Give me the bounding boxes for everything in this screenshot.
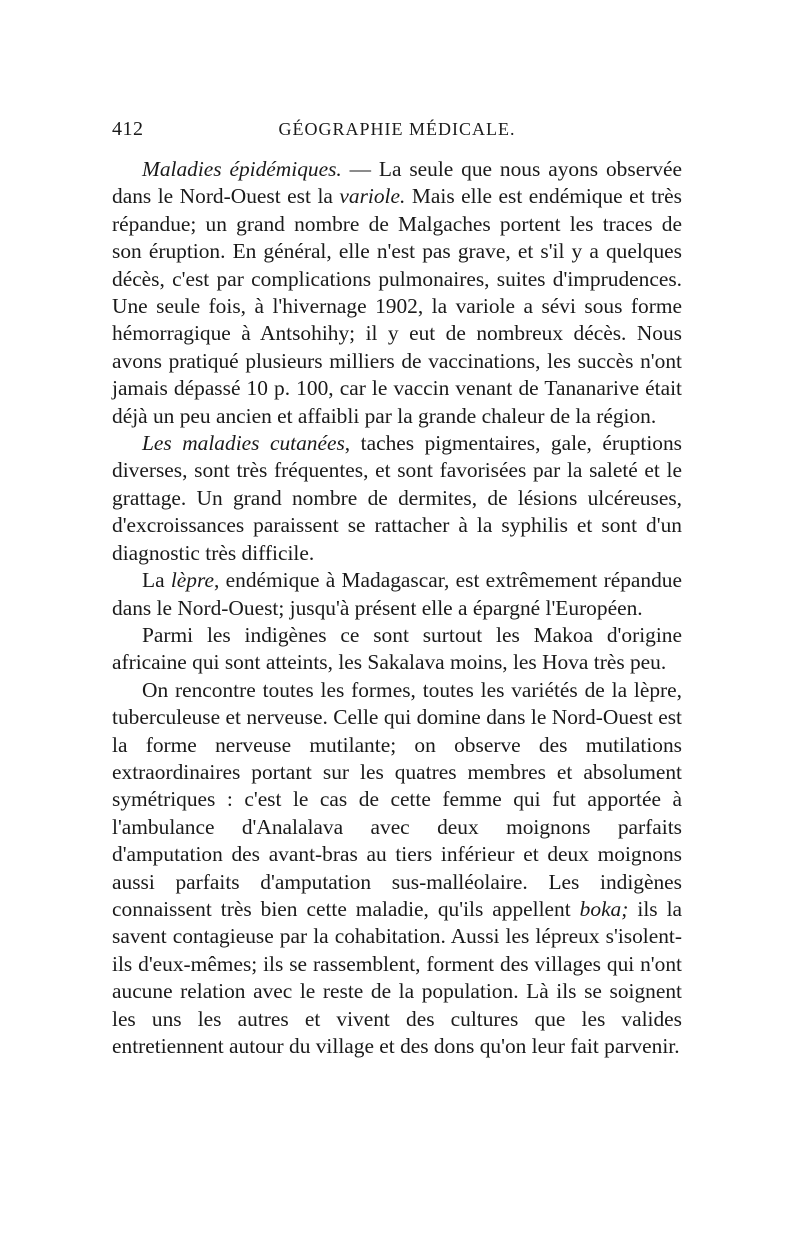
text-run: — La seule que nous ayons observée dans le Nord-Ouest est la (112, 157, 682, 209)
italic-run: variole. (339, 184, 406, 209)
text-run: On rencontre toutes les formes, toutes les variétés de la lèpre, tuberculeuse et nerveuse. Celle qui domine dans le Nord-Ouest est la forme nerveuse mutilante; on observe des mutilations extraordinaires portant sur les quatres membres et absolument symétriques : c'est le cas de cette femme qui fut apportée à l'ambulance d'Analalava avec deux moignons parfaits d'amputation des avant-bras au tiers inférieur et deux moignons aussi parfaits d'amputation sus-malléolaire. Les indigènes connaissent très bien cette maladie, qu'ils appellent (112, 677, 682, 921)
italic-run: Maladies épidémiques. (142, 157, 342, 181)
italic-run: Les maladies cutanées (142, 431, 345, 456)
text-run: , taches pigmentaires, gale, éruptions diverses, sont très fréquentes, et sont favorisées par la saleté et le grattage. Un grand nombre de dermites, de lésions ulcéreuses, d'excroissances paraissent se rattacher à la syphilis et sont d'un diagnostic très difficile. (112, 431, 682, 565)
text-run: La (142, 568, 171, 593)
text-run: ils la savent contagieuse par la cohabitation. Aussi les lépreux s'isolent-ils d'eux-mêmes; ils se rassemblent, forment des villages qui n'ont aucune relation avec le reste de la population. Là ils se soignent les uns les autres et vivent des cultures que les valides entretiennent autour du village et des dons qu'on leur fait parvenir. (112, 896, 683, 1058)
paragraph-variole (112, 156, 682, 430)
italic-run: boka; (579, 896, 629, 921)
book-page (112, 118, 682, 1060)
text-run: , endémique à Madagascar, est extrêmement répandue dans le Nord-Ouest; jusqu'à présent elle a épargné l'Européen. (112, 568, 682, 620)
paragraph-indigenes (112, 622, 682, 677)
paragraph-formes-lepre (112, 677, 682, 1061)
body-text (112, 156, 682, 1060)
paragraph-maladies-cutanees (112, 430, 682, 567)
italic-run: lèpre (170, 568, 215, 593)
paragraph-lepre (112, 567, 682, 622)
running-title: GÉOGRAPHIE MÉDICALE. (278, 119, 516, 139)
page-header (112, 118, 682, 148)
page-number: 412 (112, 118, 144, 140)
text-run: Mais elle est endémique et très répandue; un grand nombre de Malgaches portent les traces de son éruption. En général, elle n'est pas grave, et s'il y a quelques décès, c'est par complications pulmonaires, suites d'imprudences. Une seule fois, à l'hivernage 1902, la variole a sévi sous forme hémorragique à Antsohihy; il y eut de nombreux décès. Nous avons pratiqué plusieurs milliers de vaccinations, les succès n'ont jamais dépassé 10 p. 100, car le vaccin venant de Tananarive était déjà un peu ancien et affaibli par la grande chaleur de la région. (112, 184, 683, 428)
text-run: Parmi les indigènes ce sont surtout les Makoa d'origine africaine qui sont atteints, les Sakalava moins, les Hova très peu. (112, 622, 682, 675)
